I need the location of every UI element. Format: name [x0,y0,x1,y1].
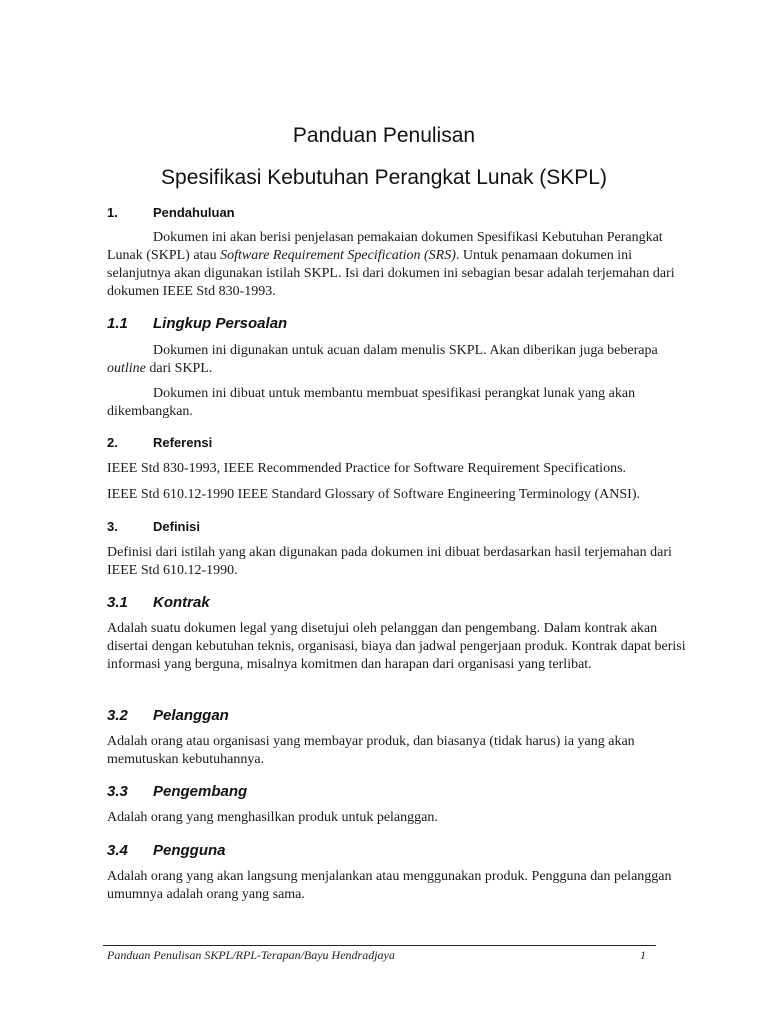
section-title: Pengembang [153,783,248,800]
section-3-paragraph: Definisi dari istilah yang akan digunakan pada dokumen ini dibuat berdasarkan hasil terjemahan dari IEEE Std 610.12-1990. [107,545,672,578]
document-title: Panduan Penulisan [292,124,476,147]
section-title: Lingkup Persoalan [153,315,288,332]
reference-item: IEEE Std 610.12-1990 IEEE Standard Glossary of Software Engineering Terminology (ANSI). [107,487,640,502]
page-number: 1 [640,948,646,962]
section-number: 3. [107,519,118,534]
section-number: 3.3 [107,783,128,800]
section-title: Kontrak [153,594,210,611]
section-3-1-paragraph: Adalah suatu dokumen legal yang disetujui oleh pelanggan dan pengembang. Dalam kontrak akan disertai dengan kebutuhan teknis, organisasi, biaya dan jadwal pengerjaan produk. Kontrak dapat berisi informasi yang berguna, misalnya komitmen dan harapan dari organisasi yang terlibat. [107,621,686,672]
section-number: 1. [107,205,118,220]
section-title: Pengguna [153,842,226,859]
reference-item: IEEE Std 830-1993, IEEE Recommended Practice for Software Requirement Specifications. [107,461,627,476]
section-number: 3.4 [107,842,128,859]
section-title: Pelanggan [153,707,229,724]
footer-text: Panduan Penulisan SKPL/RPL-Terapan/Bayu Hendradjaya [107,948,395,962]
section-title: Definisi [153,519,200,534]
section-1-paragraph: Dokumen ini akan berisi penjelasan pemakaian dokumen Spesifikasi Kebutuhan Perangkat Lunak (SKPL) atau Software Requirement Specification (SRS). Untuk penamaan dokumen ini selanjutnya akan digunakan istilah SKPL. Isi dari dokumen ini sebagian besar adalah terjemahan dari dokumen IEEE Std 830-1993. [107,230,675,299]
section-3-2-paragraph: Adalah orang atau organisasi yang membayar produk, dan biasanya (tidak harus) ia yang akan memutuskan kebutuhannya. [107,734,635,767]
section-number: 2. [107,435,118,450]
section-1-1-paragraph-2: Dokumen ini dibuat untuk membantu membuat spesifikasi perangkat lunak yang akan dikembangkan. [107,386,636,419]
section-title: Pendahuluan [153,205,235,220]
section-3-3-paragraph: Adalah orang yang menghasilkan produk untuk pelanggan. [107,810,438,825]
section-number: 3.1 [107,594,128,611]
document-subtitle: Spesifikasi Kebutuhan Perangkat Lunak (SKPL) [161,166,607,189]
section-title: Referensi [153,435,213,450]
section-3-4-paragraph: Adalah orang yang akan langsung menjalankan atau menggunakan produk. Pengguna dan pelanggan umumnya adalah orang yang sama. [107,869,672,902]
footer-divider [103,945,656,946]
section-1-1-paragraph-1: Dokumen ini digunakan untuk acuan dalam menulis SKPL. Akan diberikan juga beberapa outline dari SKPL. [107,343,658,376]
section-number: 3.2 [107,707,128,724]
section-number: 1.1 [107,315,128,332]
